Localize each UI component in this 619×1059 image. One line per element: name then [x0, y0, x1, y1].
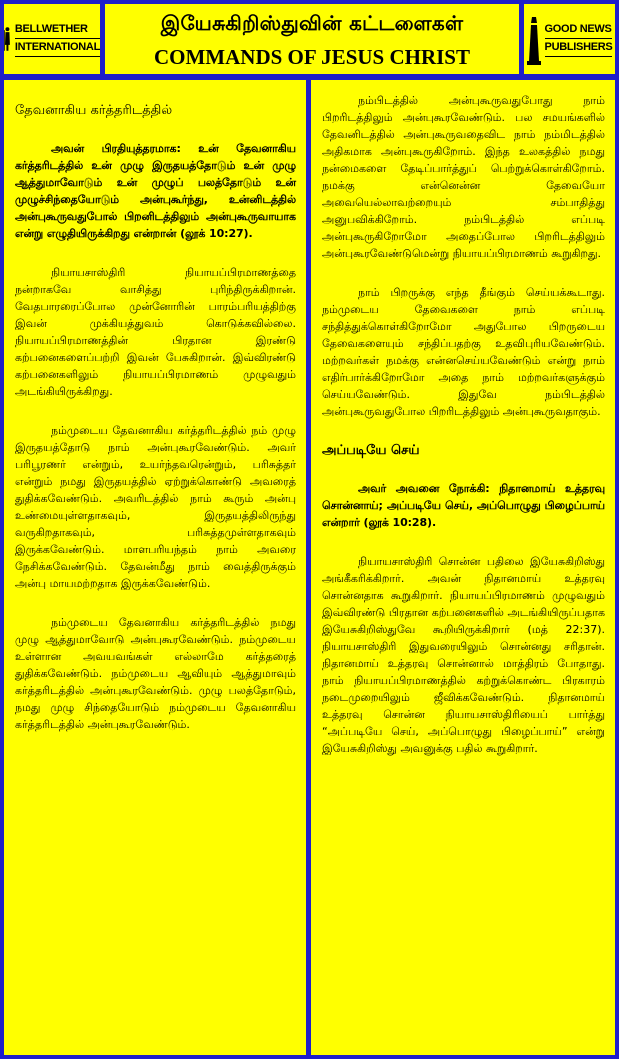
paragraph: நியாயசாஸ்திரி நியாயப்பிரமாணத்தை நன்றாகவே வாசித்து புரிந்திருக்கிறான். வேதபாரரைப்போல முன்னோரின் பாரம்பரியத்திற்கு இவன் முக்கியத்துவம் கொடுக்கவில்லை. நியாயப்பிரமாணத்தின் பிரதான இரண்டு கற்பனைகளைப்பற்றி இவன் பேசுகிறான். இவ்விரண்டு கற்பனைகளிலும் நியாயப்பிரமாணம் முழுவதும் அடங்கியிருக்கிறது. [15, 266, 296, 398]
right-logo-line2: PUBLISHERS [545, 39, 613, 57]
right-heading: அப்படியே செய் [322, 443, 420, 458]
title-box [105, 4, 519, 74]
paragraph: நியாயசாஸ்திரி சொன்ன பதிலை இயேசுகிறிஸ்து அங்கீகரிக்கிறார். அவன் நிதானமாய் உத்தரவு சொன்னதாக கூறுகிறார். நியாயப்பிரமாணம் முழுவதும் இவ்விரண்டு பிரதான கற்பனைகளில் அடங்கியிருப்பதாக இயேசுகிறிஸ்துவே கூறியிருக்கிறார் (மத் 22:37). நியாயசாஸ்திரி இதுவரையிலும் சொன்னது சரிதான். நிதானமாய் உத்தரவு சொன்னால் மாத்திரம் போதாது. நாம் நியாயப்பிரமாணத்தில் கற்றுக்கொண்ட பிரகாரம் நடைமுறையிலும் ஜீவிக்கவேண்டும். நிதானமாய் உத்தரவு சொன்ன நியாயசாஸ்திரியைப் பார்த்து “அப்படியே செய், அப்பொழுது பிழைப்பாய்” என்று இயேசுகிறிஸ்து அவனுக்கு பதில் கூறுகிறார். [322, 555, 605, 755]
right-column [311, 80, 615, 1055]
paragraph: நம்பிடத்தில் அன்புகூருவதுபோது நாம் பிறரிடத்திலும் அன்புகூரவேண்டும். பல சமயங்களில் தேவனிடத்தில் அன்புகூருவதைவிட நாம் நம்மிடத்தில் அதிகமாக அன்புகூருகிறோம். இந்த உலகத்தில் நமது நன்மைகளை தேடிப்பார்த்துப் பெற்றுக்கொள்கிறோம். நமக்கு என்னென்ன தேவையோ அவையெல்லாவற்றையும் சம்பாதித்து அனுபவிக்கிறோம். நம்பிடத்தில் எப்படி அன்புகூருகிறோமோ அதைப்போல பிறரிடத்திலும் அன்புகூரவேண்டுமென்று நியாயப்பிரமாணம் கூறுகிறது. [322, 94, 605, 260]
good-news-logo [524, 4, 615, 74]
left-logo-line2: INTERNATIONAL [15, 39, 100, 57]
verse-luke-10-27: அவன் பிரதியுத்தரமாக: உன் தேவனாகிய கர்த்தரிடத்தில் உன் முழு இருதயத்தோடும் உன் முழு ஆத்துமாவோடும் உன் முழுப் பலத்தோடும் உன் முழுச்சிந்தையோடும் அன்புகூர்ந்து, உன்னிடத்தில் அன்புகூருவதுபோல் பிறனிடத்திலும் அன்புகூருவாயாக என்று எழுதியிருக்கிறது என்றான் (லூக் 10:27). [15, 142, 296, 240]
paragraph: நம்முடைய தேவனாகிய கர்த்தரிடத்தில் நமது முழு ஆத்துமாவோடு அன்புகூரவேண்டும். நம்முடைய உள்ளான அவயவங்கள் எல்லாமே கர்த்தரைத் துதிக்கவேண்டும். நம்முடைய ஆவியும் ஆத்துமாவும் கர்த்தரிடத்தில் அன்புகூரவேண்டும். முழு பலத்தோடும், நமது முழு சிந்தையோடும் நம்முடைய தேவனாகிய கர்த்தரிடத்தில் அன்புகூரவேண்டும். [15, 616, 296, 731]
shepherd-icon [4, 13, 11, 65]
left-heading: தேவனாகிய கர்த்தரிடத்தில் [15, 103, 173, 118]
left-logo-line1: BELLWETHER [15, 21, 100, 39]
bellwether-logo [4, 4, 100, 74]
paragraph: நாம் பிறருக்கு எந்த தீங்கும் செய்யக்கூடாது. நம்முடைய தேவைகளை நாம் எப்படி சந்தித்துக்கொள்கிறோமோ அதுபோல பிறருடைய தேவைகளையும் சந்திப்பதற்கு உதவிபுரியவேண்டும். மற்றவர்கள் நமக்கு என்னசெய்யவேண்டும் என்று நாம் எதிர்பார்க்கிறோமோ அதை நாம் மற்றவர்களுக்கும் செய்யவேண்டும். இதுவே நம்பிடத்தில் அன்புகூருவதுபோல பிறரிடத்திலும் அன்புகூருவதாகும். [322, 286, 605, 418]
title-english: COMMANDS OF JESUS CHRIST [153, 45, 470, 69]
right-logo-line1: GOOD NEWS [545, 21, 613, 39]
left-column [4, 80, 306, 1055]
verse-luke-10-28: அவர் அவனை நோக்கி: நிதானமாய் உத்தரவு சொன்னாய்; அப்படியே செய், அப்பொழுது பிழைப்பாய் என்றார் (லூக் 10:28). [322, 482, 605, 529]
title-tamil: இயேசுகிறிஸ்துவின் கட்டளைகள் [160, 11, 464, 35]
lighthouse-icon [527, 13, 541, 65]
paragraph: நம்முடைய தேவனாகிய கர்த்தரிடத்தில் நம் முழு இருதயத்தோடு நாம் அன்புகூரவேண்டும். அவர் பரிபூரணர் என்றும், உயர்ந்தவரென்றும், பரிசுத்தர் என்றும் நமது இருதயத்தில் ஏற்றுக்கொண்டு அவரைத் துதிக்கவேண்டும். அவரிடத்தில் நாம் கூரும் அன்பு உண்மையுள்ளதாகவும், இருதயத்திலிருந்து வருகிறதாகவும், பரிசுத்தமுள்ளதாகவும் இருக்கவேண்டும். மாளபரியந்தம் நாம் அவரை நேசிக்கவேண்டும். தேவன்மீது நாம் வைத்திருக்கும் அன்பு மாயமற்றதாக இருக்கவேண்டும். [15, 424, 296, 590]
